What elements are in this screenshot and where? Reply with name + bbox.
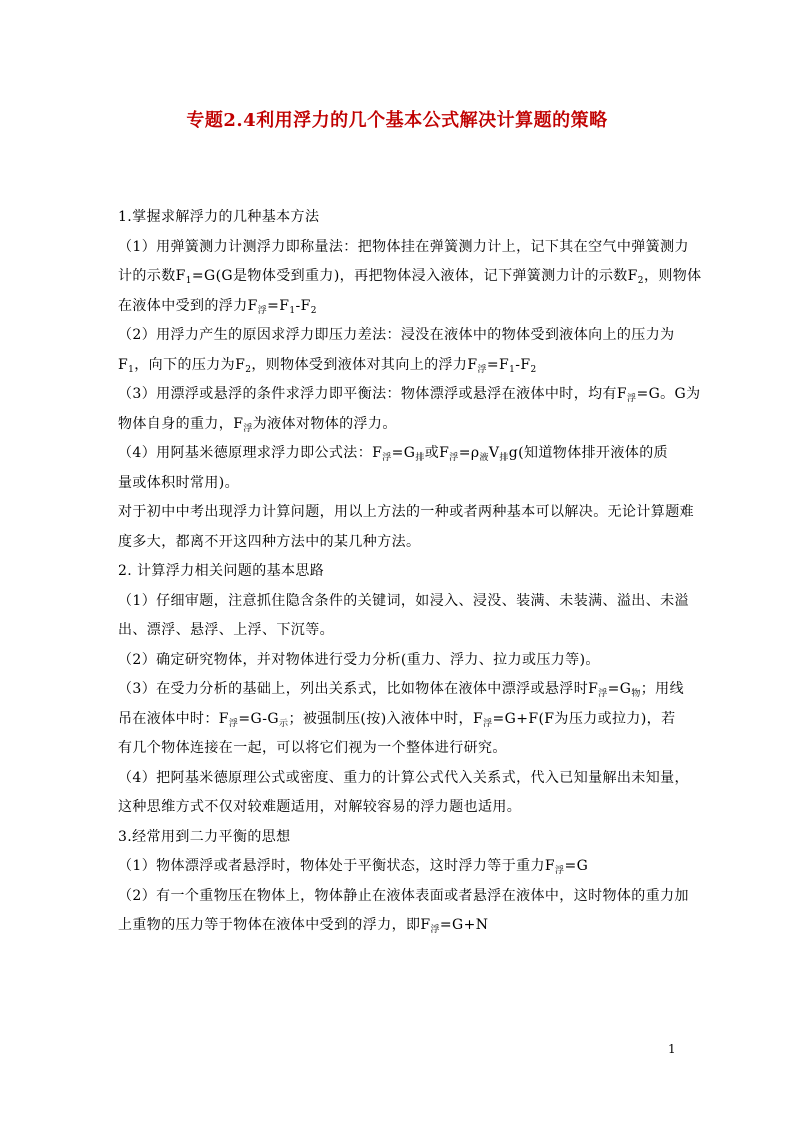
- subscript: 浮: [382, 453, 392, 463]
- text-line: [118, 823, 684, 853]
- text-run: =G: [391, 445, 416, 461]
- text-line: [118, 469, 684, 499]
- text-line: [118, 616, 684, 646]
- page-number: 1: [668, 1042, 676, 1056]
- text-line: [118, 410, 684, 440]
- text-line: [118, 852, 684, 882]
- text-run: （4）用阿基米德原理求浮力即公式法：F: [118, 445, 383, 461]
- text-line: [118, 351, 684, 381]
- text-run: g(知道物体排开液体的质: [508, 445, 669, 461]
- text-run: =ρ: [458, 445, 480, 461]
- text-run: （1）物体漂浮或者悬浮时，物体处于平衡状态，这时浮力等于重力F: [118, 858, 556, 874]
- text-line: [118, 675, 684, 705]
- text-run: 对于初中中考出现浮力计算问题，用以上方法的一种或者两种基本可以解决。无论计算题难: [118, 504, 694, 520]
- subscript: 液: [479, 453, 489, 463]
- text-run: （2）用浮力产生的原因求浮力即压力差法：浸没在液体中的物体受到液体向上的压力为: [118, 327, 675, 343]
- text-line: [118, 203, 684, 233]
- text-run: ；用线: [640, 681, 684, 697]
- text-run: 吊在液体中时：F: [118, 710, 229, 727]
- text-run: 有几个物体连接在一起，可以将它们视为一个整体进行研究。: [118, 740, 507, 756]
- subscript: 浮: [449, 453, 459, 463]
- text-run: 为液体对物体的浮力。: [252, 415, 397, 432]
- text-run: 1.掌握求解浮力的几种基本方法: [118, 209, 320, 225]
- text-run: =G: [607, 681, 632, 697]
- text-run: =G+F(F为压力或拉力)，若: [492, 710, 676, 727]
- text-run: =G-G: [238, 710, 280, 727]
- text-run: F: [118, 356, 129, 373]
- document-body: [118, 203, 702, 941]
- text-line: [118, 498, 694, 528]
- document-title: 专题2.4利用浮力的几个基本公式解决计算题的策略: [186, 110, 608, 131]
- text-line: [118, 793, 684, 823]
- text-run: V: [488, 445, 500, 461]
- text-run: （1）用弹簧测力计测浮力即称量法：把物体挂在弹簧测力计上，记下其在空气中弹簧测力: [118, 238, 689, 255]
- text-line: [118, 882, 689, 912]
- text-run: =F: [486, 356, 510, 373]
- text-run: 量或体积时常用)。: [118, 474, 240, 491]
- subscript: 1: [128, 364, 135, 375]
- subscript: 1: [509, 364, 516, 375]
- text-line: [118, 734, 684, 764]
- text-line: [118, 764, 689, 794]
- text-run: -F: [295, 297, 311, 314]
- subscript: 示: [279, 718, 289, 729]
- text-line: [118, 646, 684, 676]
- text-run: ，则物体受到液体对其向上的浮力F: [251, 356, 478, 373]
- text-run: 计的示数F: [118, 268, 186, 284]
- text-run: （1）仔细审题，注意抓住隐含条件的关键词，如浸入、浸没、装满、未装满、溢出、未溢: [118, 592, 689, 609]
- text-run: =G(G是物体受到重力)，再把物体浸入液体，记下弹簧测力计的示数F: [191, 268, 638, 284]
- text-run: 3.经常用到二力平衡的思想: [118, 828, 291, 845]
- subscript: 2: [637, 276, 644, 286]
- subscript: 浮: [555, 866, 565, 876]
- text-run: =G+N: [439, 917, 489, 933]
- text-run: ，向下的压力为F: [134, 356, 246, 373]
- text-run: （2）有一个重物压在物体上，物体静止在液体表面或者悬浮在液体中，这时物体的重力加: [118, 887, 689, 904]
- text-run: 在液体中受到的浮力F: [118, 297, 258, 314]
- subscript: 浮: [243, 423, 253, 434]
- subscript: 2: [245, 364, 252, 375]
- text-line: [118, 380, 701, 410]
- text-line: [118, 262, 702, 292]
- text-run: 2. 计算浮力相关问题的基本思路: [118, 563, 325, 579]
- text-line: [118, 233, 689, 263]
- subscript: 浮: [598, 689, 608, 699]
- text-run: =G。G为: [636, 386, 701, 402]
- subscript: 浮: [483, 718, 493, 729]
- text-run: 出、漂浮、悬浮、上浮、下沉等。: [118, 622, 334, 638]
- text-run: =F: [267, 297, 290, 314]
- text-line: [118, 587, 689, 617]
- subscript: 排: [499, 453, 509, 463]
- text-line: [118, 528, 684, 558]
- subscript: 浮: [430, 925, 440, 935]
- subscript: 1: [185, 276, 192, 286]
- text-run: -F: [515, 356, 531, 373]
- subscript: 排: [415, 453, 425, 463]
- subscript: 浮: [477, 364, 487, 375]
- subscript: 浮: [627, 394, 637, 404]
- text-run: 或F: [424, 445, 450, 461]
- subscript: 2: [530, 364, 537, 375]
- text-run: （4）把阿基米德原理公式或密度、重力的计算公式代入关系式，代入已知量解出未知量，: [118, 769, 689, 786]
- text-run: 物体自身的重力，F: [118, 415, 244, 432]
- text-run: 度多大，都离不开这四种方法中的某几种方法。: [118, 533, 421, 550]
- text-line: [118, 439, 684, 469]
- text-line: [118, 557, 684, 587]
- subscript: 1: [289, 305, 296, 316]
- text-run: 这种思维方式不仅对较难题适用，对解较容易的浮力题也适用。: [118, 799, 522, 815]
- text-run: =G: [564, 858, 589, 874]
- text-line: [118, 292, 684, 322]
- text-run: （3）在受力分析的基础上，列出关系式，比如物体在液体中漂浮或悬浮时F: [118, 681, 599, 697]
- text-run: （2）确定研究物体，并对物体进行受力分析(重力、浮力、拉力或压力等)。: [118, 651, 600, 668]
- text-run: （3）用漂浮或悬浮的条件求浮力即平衡法：物体漂浮或悬浮在液体中时，均有F: [118, 386, 628, 402]
- subscript: 浮: [257, 305, 268, 316]
- subscript: 2: [310, 305, 317, 316]
- text-line: [118, 911, 684, 941]
- subscript: 物: [631, 689, 641, 699]
- subscript: 浮: [228, 718, 239, 729]
- text-line: [118, 705, 684, 735]
- text-line: [118, 321, 684, 351]
- text-run: ；被强制压(按)入液体中时，F: [288, 710, 484, 727]
- text-run: ，则物体: [643, 268, 702, 284]
- text-run: 上重物的压力等于物体在液体中受到的浮力，即F: [118, 917, 431, 933]
